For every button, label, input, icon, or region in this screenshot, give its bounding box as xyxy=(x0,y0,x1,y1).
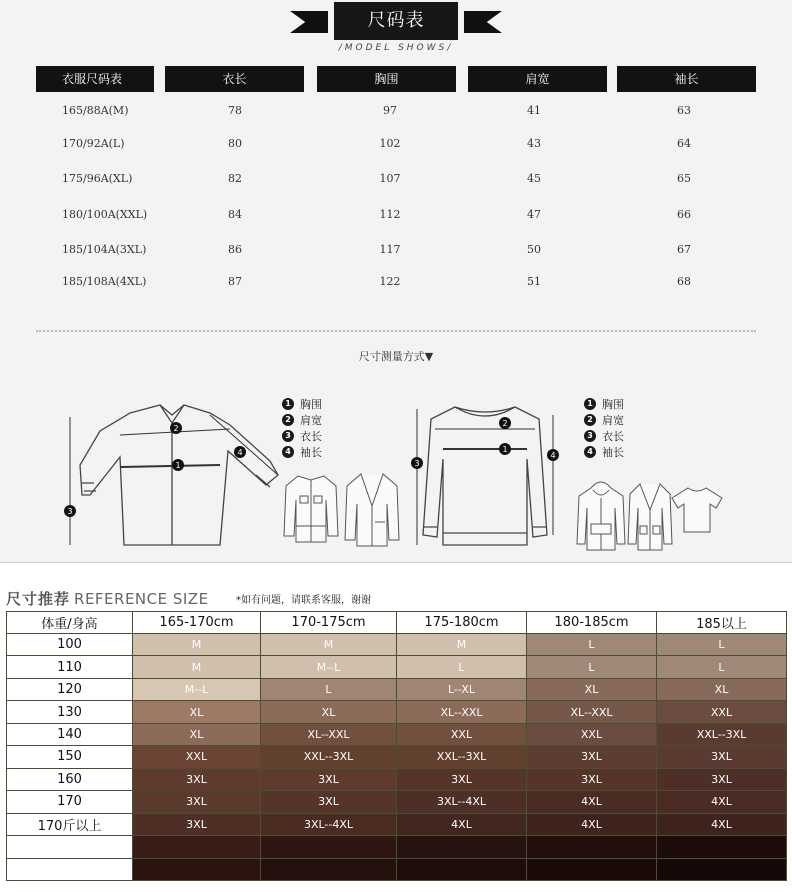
recommended-size-cell: 4XL xyxy=(657,791,787,813)
measure-method-title: 尺寸测量方式▼ xyxy=(358,350,434,363)
legend-item xyxy=(282,396,322,412)
reference-size-table xyxy=(6,611,787,881)
legend-item xyxy=(282,412,322,428)
reference-row xyxy=(7,746,787,768)
recommended-size-cell: 3XL--4XL xyxy=(261,813,397,835)
marker-shoulder-icon xyxy=(170,422,182,434)
size-row xyxy=(0,208,792,228)
recommended-size-cell: XXL xyxy=(133,746,261,768)
legend-right xyxy=(584,396,624,460)
reference-row xyxy=(7,678,787,700)
legend-number: 4 xyxy=(584,446,596,458)
legend-item xyxy=(584,444,624,460)
recommended-size-cell xyxy=(133,858,261,880)
recommended-size-cell: 3XL xyxy=(133,768,261,790)
weight-cell: 170 xyxy=(7,791,133,813)
recommended-size-cell: XL xyxy=(657,678,787,700)
size-cell: 68 xyxy=(677,275,691,288)
reference-header-row xyxy=(7,612,787,634)
dotted-divider xyxy=(36,330,756,332)
header-shoulder: 肩宽 xyxy=(468,66,607,92)
recommended-size-cell: XXL--3XL xyxy=(261,746,397,768)
recommended-size-cell: XXL--3XL xyxy=(397,746,527,768)
recommended-size-cell: XL xyxy=(133,701,261,723)
denim-jacket-icon xyxy=(282,470,340,550)
size-cell: 82 xyxy=(228,172,242,185)
size-cell: 165/88A(M) xyxy=(62,104,129,117)
header-size-label: 衣服尺码表 xyxy=(36,66,154,92)
recommended-size-cell: M xyxy=(261,634,397,656)
svg-text:2: 2 xyxy=(173,424,179,433)
legend-label: 袖长 xyxy=(300,446,322,459)
recommended-size-cell: XXL xyxy=(527,723,657,745)
recommended-size-cell: 4XL xyxy=(527,813,657,835)
reference-row xyxy=(7,634,787,656)
marker-sleeve-icon xyxy=(547,449,559,461)
reference-title-cn: 尺寸推荐 xyxy=(6,590,71,608)
ribbon-left-icon xyxy=(290,11,328,33)
svg-text:3: 3 xyxy=(414,459,420,468)
weight-cell: 140 xyxy=(7,723,133,745)
recommended-size-cell: L xyxy=(657,656,787,678)
recommended-size-cell: L xyxy=(261,678,397,700)
size-cell: 47 xyxy=(527,208,541,221)
size-row xyxy=(0,275,792,295)
legend-number: 4 xyxy=(282,446,294,458)
recommended-size-cell: 3XL xyxy=(527,746,657,768)
legend-item xyxy=(282,428,322,444)
header-height: 185以上 xyxy=(657,612,787,634)
weight-cell xyxy=(7,858,133,880)
weight-cell: 170斤以上 xyxy=(7,813,133,835)
recommended-size-cell: 3XL xyxy=(397,768,527,790)
shirt-diagram-icon xyxy=(60,395,290,555)
svg-text:1: 1 xyxy=(175,461,181,470)
legend-number: 3 xyxy=(584,430,596,442)
size-row xyxy=(0,172,792,192)
hoodie-icon xyxy=(575,478,627,554)
recommended-size-cell: L xyxy=(527,656,657,678)
marker-length-icon xyxy=(411,457,423,469)
size-cell: 66 xyxy=(677,208,691,221)
legend-item xyxy=(584,428,624,444)
header-height: 180-185cm xyxy=(527,612,657,634)
header-height: 170-175cm xyxy=(261,612,397,634)
legend-number: 2 xyxy=(584,414,596,426)
size-cell: 41 xyxy=(527,104,541,117)
weight-cell: 150 xyxy=(7,746,133,768)
recommended-size-cell: 4XL xyxy=(527,791,657,813)
legend-item xyxy=(584,396,624,412)
recommended-size-cell: 4XL xyxy=(397,813,527,835)
marker-chest-icon xyxy=(499,443,511,455)
recommended-size-cell: 3XL xyxy=(527,768,657,790)
legend-number: 1 xyxy=(584,398,596,410)
recommended-size-cell: L xyxy=(527,634,657,656)
weight-cell: 130 xyxy=(7,701,133,723)
legend-label: 胸围 xyxy=(602,398,624,411)
size-cell: 78 xyxy=(228,104,242,117)
recommended-size-cell xyxy=(261,836,397,858)
recommended-size-cell: 3XL--4XL xyxy=(397,791,527,813)
ribbon-right-icon xyxy=(464,11,502,33)
reference-row xyxy=(7,791,787,813)
recommended-size-cell xyxy=(133,836,261,858)
size-cell: 175/96A(XL) xyxy=(62,172,133,185)
recommended-size-cell xyxy=(657,836,787,858)
size-cell: 64 xyxy=(677,137,691,150)
recommended-size-cell xyxy=(527,836,657,858)
recommended-size-cell: 3XL xyxy=(133,813,261,835)
header-height: 175-180cm xyxy=(397,612,527,634)
reference-row xyxy=(7,858,787,880)
header-length: 衣长 xyxy=(165,66,304,92)
legend-number: 1 xyxy=(282,398,294,410)
legend-left xyxy=(282,396,322,460)
size-cell: 185/104A(3XL) xyxy=(62,243,147,256)
recommended-size-cell xyxy=(657,858,787,880)
recommended-size-cell: 4XL xyxy=(657,813,787,835)
legend-label: 袖长 xyxy=(602,446,624,459)
blazer-icon xyxy=(343,470,401,550)
recommended-size-cell: XXL--3XL xyxy=(657,723,787,745)
tshirt-icon xyxy=(670,484,724,534)
reference-row xyxy=(7,836,787,858)
legend-label: 肩宽 xyxy=(300,414,322,427)
recommended-size-cell xyxy=(527,858,657,880)
size-row xyxy=(0,137,792,157)
reference-row xyxy=(7,701,787,723)
legend-number: 3 xyxy=(282,430,294,442)
recommended-size-cell: XL--XXL xyxy=(261,723,397,745)
weight-cell: 110 xyxy=(7,656,133,678)
size-cell: 86 xyxy=(228,243,242,256)
recommended-size-cell: XXL xyxy=(397,723,527,745)
reference-row xyxy=(7,813,787,835)
recommended-size-cell: 3XL xyxy=(261,768,397,790)
recommended-size-cell: 3XL xyxy=(261,791,397,813)
svg-text:2: 2 xyxy=(502,419,508,428)
recommended-size-cell: 3XL xyxy=(133,791,261,813)
recommended-size-cell: XL xyxy=(133,723,261,745)
reference-note: *如有问题，请联系客服，谢谢 xyxy=(236,595,371,606)
recommended-size-cell xyxy=(397,858,527,880)
sweater-diagram-icon xyxy=(405,395,565,555)
recommended-size-cell: M xyxy=(133,634,261,656)
recommended-size-cell: L xyxy=(397,656,527,678)
recommended-size-cell: 3XL xyxy=(657,746,787,768)
legend-label: 胸围 xyxy=(300,398,322,411)
size-cell: 80 xyxy=(228,137,242,150)
header-height: 165-170cm xyxy=(133,612,261,634)
marker-shoulder-icon xyxy=(499,417,511,429)
recommended-size-cell: M xyxy=(397,634,527,656)
legend-item xyxy=(282,444,322,460)
size-cell: 112 xyxy=(379,208,401,221)
size-row xyxy=(0,243,792,263)
header-chest: 胸围 xyxy=(317,66,456,92)
size-chart-title: 尺码表 xyxy=(334,2,458,40)
recommended-size-cell: L--XL xyxy=(397,678,527,700)
recommended-size-cell: XL--XXL xyxy=(397,701,527,723)
svg-text:3: 3 xyxy=(67,507,73,516)
size-cell: 117 xyxy=(379,243,401,256)
recommended-size-cell: XL xyxy=(261,701,397,723)
size-cell: 97 xyxy=(383,104,397,117)
recommended-size-cell: M xyxy=(133,656,261,678)
weight-cell: 160 xyxy=(7,768,133,790)
recommended-size-cell: XXL xyxy=(657,701,787,723)
size-cell: 45 xyxy=(527,172,541,185)
reference-row xyxy=(7,768,787,790)
weight-cell: 100 xyxy=(7,634,133,656)
legend-item xyxy=(584,412,624,428)
svg-text:4: 4 xyxy=(237,448,243,457)
size-cell: 65 xyxy=(677,172,691,185)
size-cell: 170/92A(L) xyxy=(62,137,125,150)
header-sleeve: 袖长 xyxy=(617,66,756,92)
size-cell: 180/100A(XXL) xyxy=(62,208,148,221)
size-cell: 84 xyxy=(228,208,242,221)
size-chart-title-banner xyxy=(290,2,502,40)
size-cell: 63 xyxy=(677,104,691,117)
recommended-size-cell: M--L xyxy=(133,678,261,700)
size-cell: 87 xyxy=(228,275,242,288)
size-cell: 43 xyxy=(527,137,541,150)
weight-cell xyxy=(7,836,133,858)
size-cell: 50 xyxy=(527,243,541,256)
recommended-size-cell: M--L xyxy=(261,656,397,678)
legend-label: 衣长 xyxy=(602,430,624,443)
size-cell: 102 xyxy=(379,137,401,150)
size-cell: 185/108A(4XL) xyxy=(62,275,147,288)
cardigan-icon xyxy=(626,480,674,554)
marker-sleeve-icon xyxy=(234,446,246,458)
recommended-size-cell xyxy=(397,836,527,858)
size-cell: 122 xyxy=(379,275,401,288)
reference-row xyxy=(7,723,787,745)
recommended-size-cell xyxy=(261,858,397,880)
size-cell: 51 xyxy=(527,275,541,288)
size-cell: 67 xyxy=(677,243,691,256)
legend-label: 肩宽 xyxy=(602,414,624,427)
weight-cell: 120 xyxy=(7,678,133,700)
reference-title-en: REFERENCE SIZE xyxy=(74,590,209,608)
marker-length-icon xyxy=(64,505,76,517)
header-weight-height: 体重/身高 xyxy=(7,612,133,634)
legend-number: 2 xyxy=(282,414,294,426)
size-cell: 107 xyxy=(379,172,401,185)
size-chart-subtitle: /MODEL SHOWS/ xyxy=(338,43,454,53)
recommended-size-cell: 3XL xyxy=(657,768,787,790)
size-row xyxy=(0,104,792,124)
svg-text:1: 1 xyxy=(502,445,508,454)
svg-text:4: 4 xyxy=(550,451,556,460)
reference-size-title xyxy=(6,588,209,609)
recommended-size-cell: XL--XXL xyxy=(527,701,657,723)
marker-chest-icon xyxy=(172,459,184,471)
legend-label: 衣长 xyxy=(300,430,322,443)
recommended-size-cell: L xyxy=(657,634,787,656)
reference-row xyxy=(7,656,787,678)
recommended-size-cell: XL xyxy=(527,678,657,700)
